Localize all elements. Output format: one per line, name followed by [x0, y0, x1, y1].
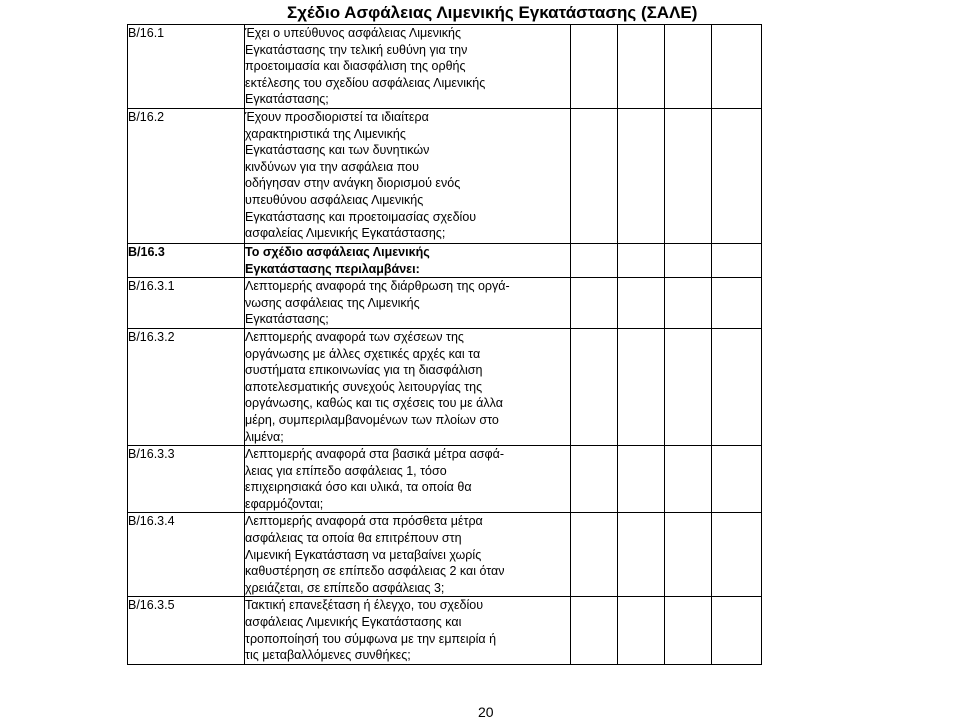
answer-cell[interactable] [665, 597, 712, 664]
table-row [128, 513, 762, 597]
answer-cell[interactable] [571, 597, 618, 664]
answer-cell[interactable] [571, 278, 618, 329]
row-code: B/16.3 [128, 243, 245, 277]
answer-cell[interactable] [665, 513, 712, 597]
table-row [128, 25, 762, 109]
page-title: Σχέδιο Ασφάλειας Λιμενικής Εγκατάστασης (ΣΑΛΕ) [287, 3, 698, 22]
answer-cell[interactable] [571, 328, 618, 445]
row-text: Έχει ο υπεύθυνος ασφάλειας Λιμενικής Εγκατάστασης την τελική ευθύνη για την προετοιμασία και διασφάλιση της ορθής εκτέλεσης του σχεδίου ασφάλειας Λιμενικής Εγκατάστασης; [245, 25, 571, 109]
answer-cell[interactable] [665, 328, 712, 445]
row-code: B/16.1 [128, 25, 245, 109]
answer-cell[interactable] [618, 513, 665, 597]
answer-cell[interactable] [712, 446, 762, 513]
answer-cell[interactable] [712, 513, 762, 597]
table-row [128, 328, 762, 445]
row-text: Λεπτομερής αναφορά της διάρθρωση της οργά- νωσης ασφάλειας της Λιμενικής Εγκατάστασης; [245, 278, 571, 329]
answer-cell[interactable] [571, 243, 618, 277]
row-text: Λεπτομερής αναφορά των σχέσεων της οργάνωσης με άλλες σχετικές αρχές και τα συστήματα επικοινωνίας για τη διασφάλιση αποτελεσματικής συνεχούς λειτουργίας της οργάνωσης, καθώς και τις σχέσεις του με άλλα μέρη, συμπεριλαμβανομένων των πλοίων στο λιμένα; [245, 328, 571, 445]
row-text: Το σχέδιο ασφάλειας Λιμενικής Εγκατάστασης περιλαμβάνει: [245, 243, 571, 277]
answer-cell[interactable] [571, 446, 618, 513]
answer-cell[interactable] [618, 108, 665, 243]
page-number: 20 [478, 704, 494, 720]
answer-cell[interactable] [618, 597, 665, 664]
answer-cell[interactable] [618, 25, 665, 109]
row-code: B/16.3.3 [128, 446, 245, 513]
answer-cell[interactable] [618, 243, 665, 277]
row-code: B/16.3.5 [128, 597, 245, 664]
row-code: B/16.2 [128, 108, 245, 243]
table-row [128, 243, 762, 277]
answer-cell[interactable] [712, 108, 762, 243]
row-code: B/16.3.4 [128, 513, 245, 597]
answer-cell[interactable] [665, 446, 712, 513]
table-row [128, 278, 762, 329]
answer-cell[interactable] [571, 108, 618, 243]
answer-cell[interactable] [665, 25, 712, 109]
answer-cell[interactable] [571, 25, 618, 109]
table-row [128, 597, 762, 664]
answer-cell[interactable] [712, 25, 762, 109]
answer-cell[interactable] [712, 328, 762, 445]
table-row [128, 446, 762, 513]
answer-cell[interactable] [665, 278, 712, 329]
answer-cell[interactable] [712, 243, 762, 277]
answer-cell[interactable] [618, 446, 665, 513]
row-code: B/16.3.1 [128, 278, 245, 329]
answer-cell[interactable] [618, 328, 665, 445]
table-row [128, 108, 762, 243]
answer-cell[interactable] [665, 243, 712, 277]
row-text: Λεπτομερής αναφορά στα πρόσθετα μέτρα ασφάλειας τα οποία θα επιτρέπουν στη Λιμενική Εγκατάσταση να μεταβαίνει χωρίς καθυστέρηση σε επίπεδο ασφάλειας 2 και όταν χρειάζεται, σε επίπεδο ασφάλειας 3; [245, 513, 571, 597]
answer-cell[interactable] [712, 597, 762, 664]
answer-cell[interactable] [618, 278, 665, 329]
row-text: Έχουν προσδιοριστεί τα ιδιαίτερα χαρακτηριστικά της Λιμενικής Εγκατάστασης και των δυνητικών κινδύνων για την ασφάλεια που οδήγησαν στην ανάγκη διορισμού ενός υπευθύνου ασφάλειας Λιμενικής Εγκατάστασης και προετοιμασίας σχεδίου ασφαλείας Λιμενικής Εγκατάστασης; [245, 108, 571, 243]
answer-cell[interactable] [665, 108, 712, 243]
row-text: Λεπτομερής αναφορά στα βασικά μέτρα ασφά- λειας για επίπεδο ασφάλειας 1, τόσο επιχειρησιακά όσο και υλικά, τα οποία θα εφαρμόζονται; [245, 446, 571, 513]
row-code: B/16.3.2 [128, 328, 245, 445]
checklist-table [127, 24, 762, 665]
row-text: Τακτική επανεξέταση ή έλεγχο, του σχεδίου ασφάλειας Λιμενικής Εγκατάστασης και τροποποίησή του σύμφωνα με την εμπειρία ή τις μεταβαλλόμενες συνθήκες; [245, 597, 571, 664]
answer-cell[interactable] [712, 278, 762, 329]
answer-cell[interactable] [571, 513, 618, 597]
